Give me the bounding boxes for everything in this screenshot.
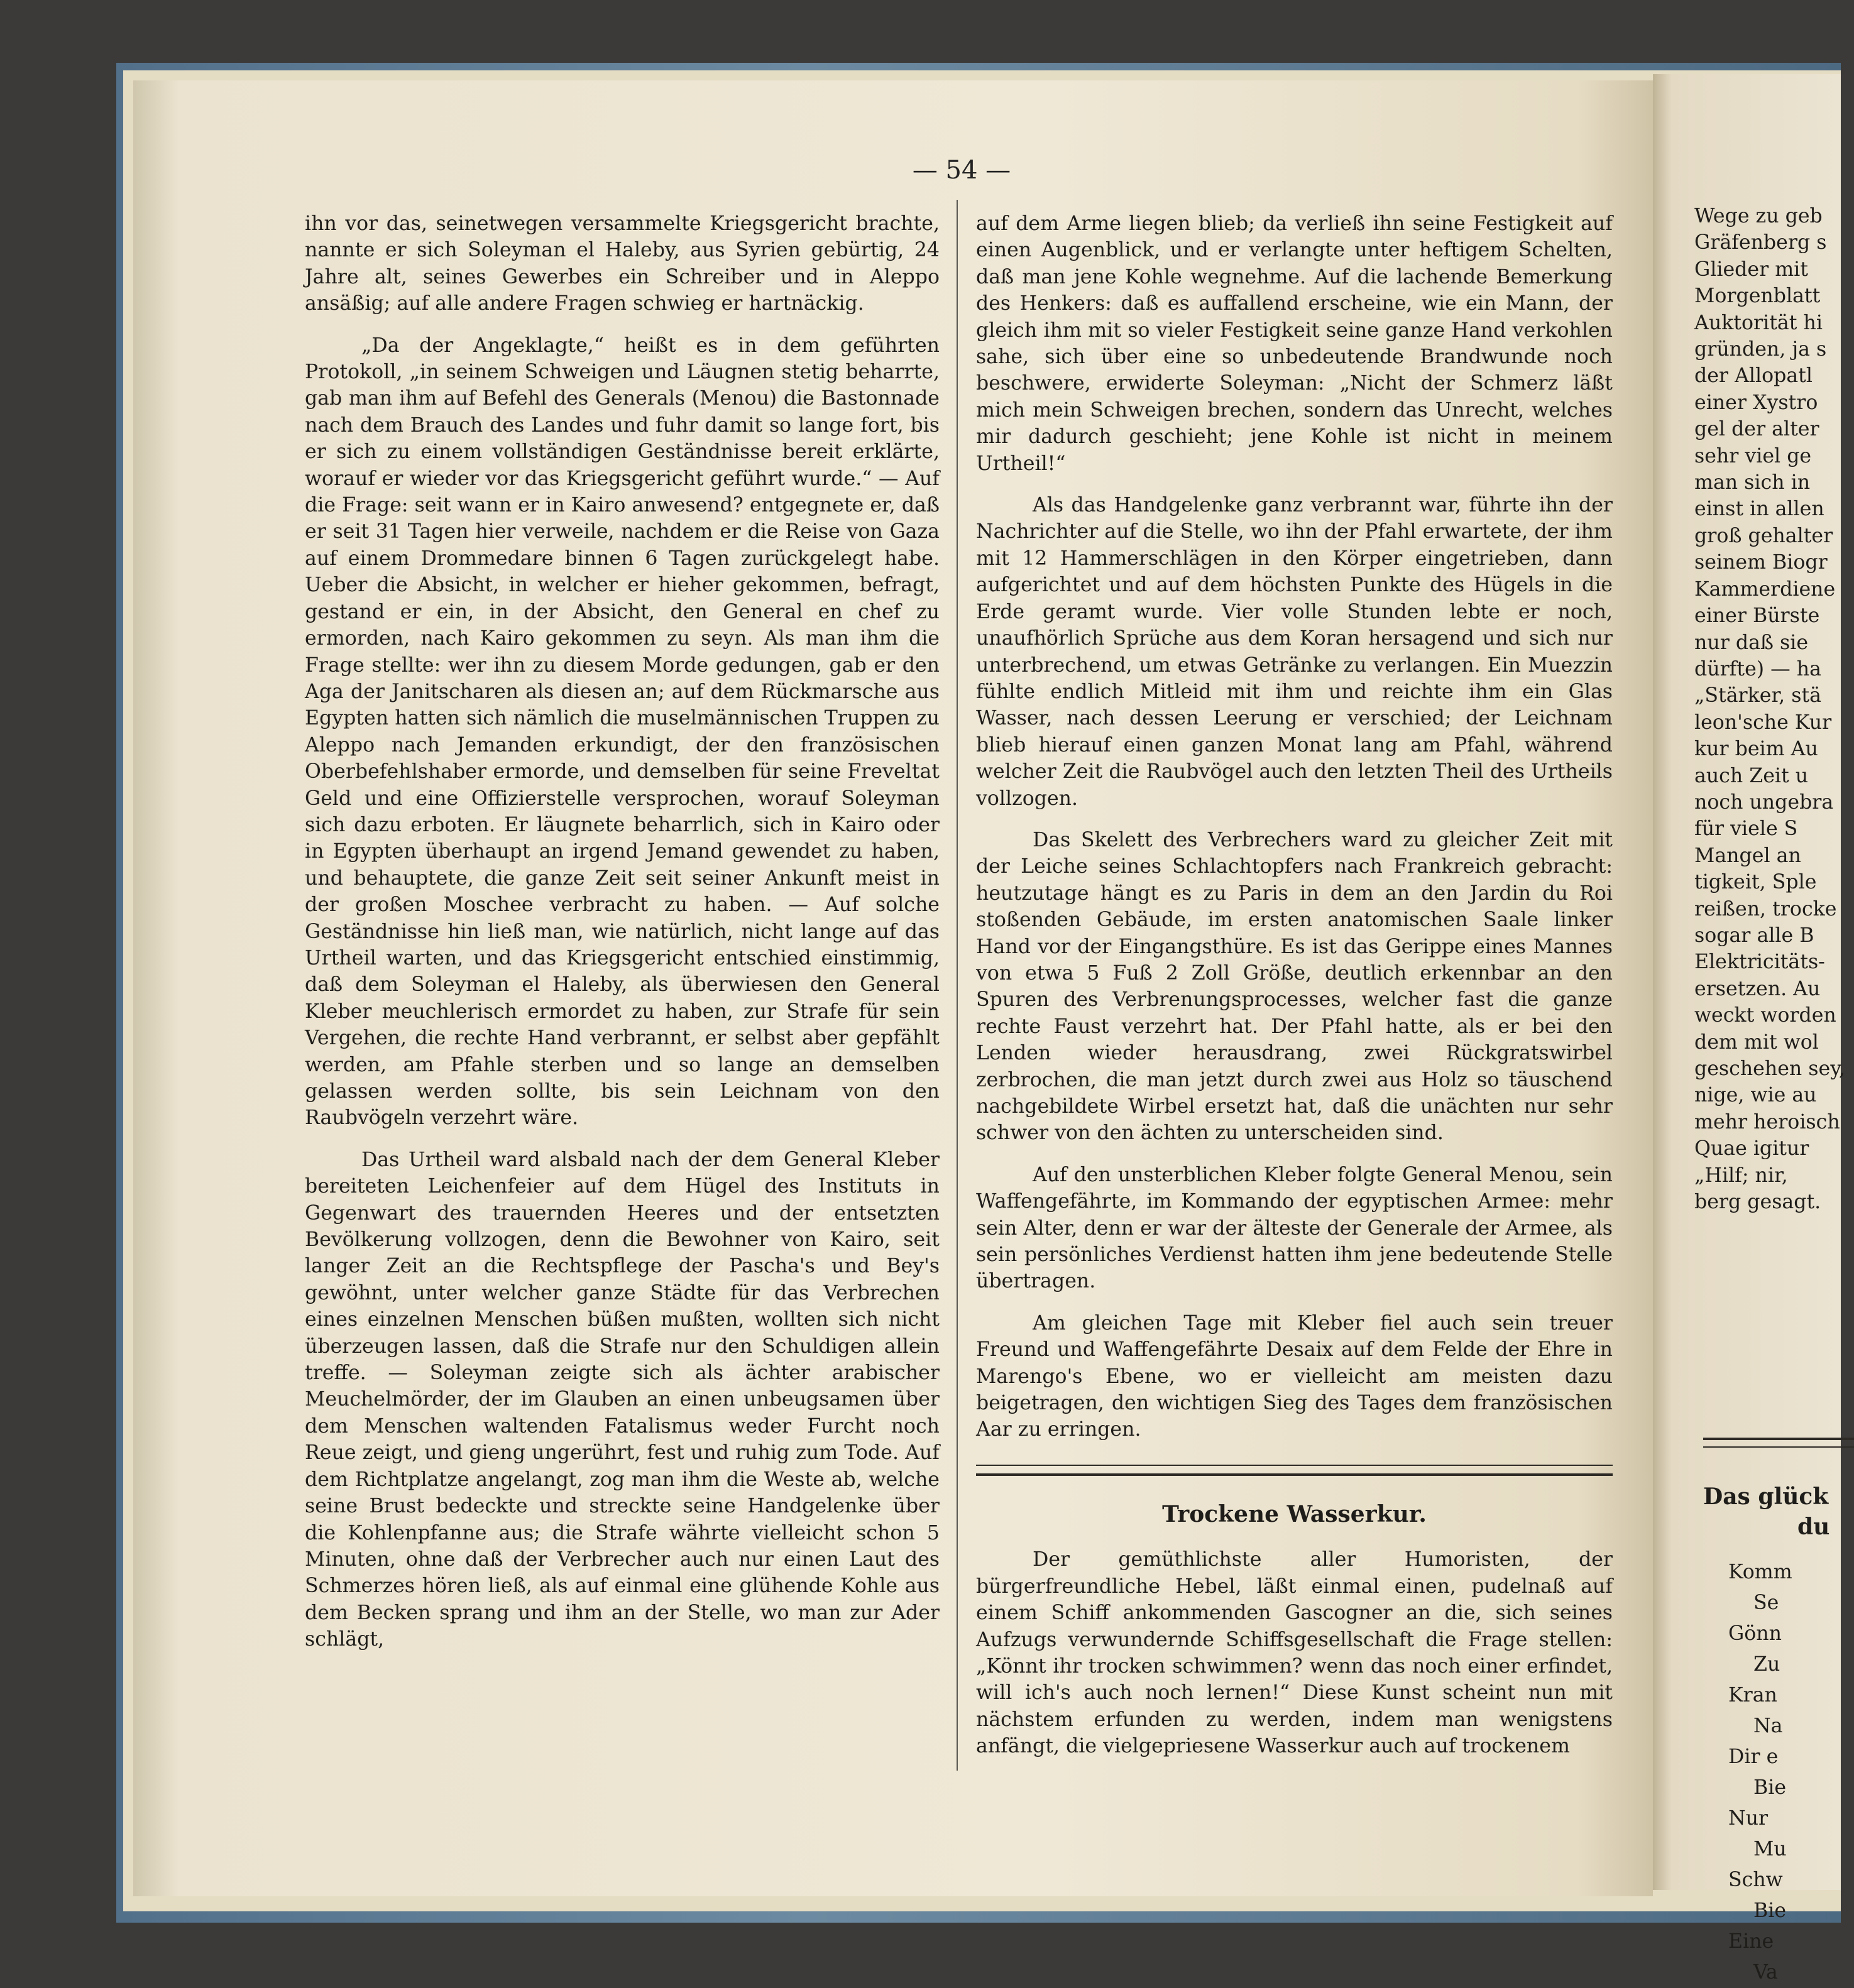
verse-line: Bie (1753, 1899, 1787, 1922)
text-line: dem mit wol (1694, 1030, 1819, 1054)
verse-line: Se (1753, 1592, 1779, 1614)
text-line: „Hilf; nir, (1694, 1164, 1788, 1187)
paragraph: ihn vor das, seinetwegen versammelte Kriegsgericht brachte, nannte er sich Soleyman el Haleby, aus Syrien gebürtig, 24 Jahre alt, seines Gewerbes ein Schreiber und in Aleppo ansäßig; auf alle andere Fragen schwieg er hartnäckig. (305, 212, 940, 315)
text-line: man sich in (1694, 471, 1811, 494)
paragraph: „Da der Angeklagte,“ heißt es in dem geführten Protokoll, „in seinem Schweigen und Läugnen stetig beharrte, gab man ihm auf Befehl des Generals (Menou) die Bastonnade nach dem Brauch des Landes und fuhr damit so lange fort, bis er sich zu einem vollständigen Geständnisse bereit erklärte, worauf er wieder vor das Kriegsgericht geführt wurde.“ — Auf die Frage: seit wann er in Kairo anwesend? entgegnete er, daß er seit 31 Tagen hier verweile, nachdem er die Reise von Gaza auf einem Drommedare binnen 6 Tagen zurückgelegt habe. Ueber die Absicht, in welcher er hieher gekommen, befragt, gestand er ein, in der Absicht, den General en chef zu ermorden, nach Kairo gekommen zu seyn. Als man ihm die Frage stellte: wer ihn zu diesem Morde gedungen, gab er den Aga der Janitscharen als diesen an; auf dem Rückmarsche aus Egypten hatten sich nämlich die muselmännischen Truppen zu Aleppo nach Jemanden erkundigt, der den französischen Oberbefehlshaber ermorde, und demselben für seine Freveltat Geld und eine Offizierstelle versprochen, worauf Soleyman sich dazu erboten. Er läugnete beharrlich, sich in Kairo oder in Egypten überhaupt an irgend Jemand gewendet zu haben, und behauptete, die ganze Zeit seit seiner Ankunft meist in der großen Moschee verbracht zu haben. — Auf solche Geständnisse hin ließ man, wie natürlich, nicht lange auf das Urtheil warten, und das Kriegsgericht entschied einstimmig, daß dem Soleyman el Haleby, als überwiesen den General Kleber meuchlerisch ermordet zu haben, zur Strafe für sein Vergehen, die rechte Hand verbrannt, er selbst aber gepfählt werden, am Pfahle sterben und so lange an demselben gelassen werden sollte, bis sein Leichnam von den Raubvögeln verzehrt wäre. (305, 334, 940, 1130)
verse-line: Eine (1728, 1930, 1774, 1953)
verse-line: Zu (1753, 1653, 1780, 1676)
section-paragraph: Der gemüthlichste aller Humoristen, der bürgerfreundliche Hebel, läßt einmal einen, pudelnaß auf einem Schiff ankommenden Gascogner an die, sich seines Aufzugs verwundernde Schiffsgesellschaft die Frage stellen: „Könnt ihr trocken schwimmen? wenn das noch einer erfindet, will ich's auch noch lernen!“ Diese Kunst scheint nun mit nächstem erfunden zu werden, indem man wenigstens anfängt, die vielgepriesene Wasserkur auch auf trockenem (976, 1548, 1613, 1758)
left-column (305, 210, 940, 1653)
verse-line: Mu (1753, 1838, 1787, 1860)
section-rule (976, 1465, 1613, 1476)
text-line: dürfte) — ha (1694, 657, 1821, 680)
text-line: Auktorität hi (1694, 311, 1823, 334)
text-line: berg gesagt. (1694, 1191, 1821, 1214)
next-page-heading (1703, 1482, 1829, 1542)
text-line: Wege zu geb (1694, 205, 1823, 227)
text-line: nige, wie au (1694, 1084, 1817, 1107)
next-page-rule (1703, 1438, 1854, 1448)
section-heading: Trockene Wasserkur. (1162, 1500, 1427, 1527)
text-line: für viele S (1694, 817, 1798, 841)
text-line: Quae igitur (1694, 1137, 1809, 1161)
text-line: auch Zeit u (1694, 764, 1809, 787)
text-line: ersetzen. Au (1694, 977, 1821, 1000)
heading-line: du (1797, 1514, 1830, 1540)
text-line: sogar alle B (1694, 924, 1814, 947)
verse-line: Dir e (1728, 1745, 1779, 1768)
text-line: der Allopatl (1694, 364, 1813, 388)
text-line: nur daß sie (1694, 631, 1809, 654)
text-line: Glieder mit (1694, 258, 1808, 281)
next-page-fragment (1653, 74, 1845, 1984)
right-column (976, 210, 1613, 1760)
text-line: gründen, ja s (1694, 338, 1827, 361)
verse-line: Schw (1728, 1869, 1783, 1891)
verse-line: Va (1753, 1961, 1778, 1984)
text-line: Gräfenberg s (1694, 231, 1827, 254)
text-line: einst in allen (1694, 498, 1824, 521)
text-line: mehr heroisch (1694, 1110, 1840, 1133)
verse-line: Gönn (1728, 1622, 1782, 1645)
text-line: groß gehalter (1694, 524, 1833, 547)
text-line: seinem Biogr (1694, 551, 1828, 574)
text-line: gel der alter (1694, 418, 1819, 441)
text-line: einer Bürste (1694, 604, 1820, 628)
paragraph: Das Urtheil ward alsbald nach der dem General Kleber bereiteten Leichenfeier auf dem Hügel des Instituts in Gegenwart des trauernden Heeres und der entsetzten Bevölkerung vollzogen, denn die Bewohner von Kairo, seit langer Zeit an die Rechtspflege der Pascha's und Bey's gewöhnt, unter welcher ganze Städte für das Verbrechen eines einzelnen Menschen büßen mußten, wollten sich nicht überzeugen lassen, daß die Strafe nur den Schuldigen allein treffe. — Soleyman zeigte sich als ächter arabischer Meuchelmörder, der im Glauben an einen unbeugsamen über dem Menschen waltenden Fatalismus weder Furcht noch Reue zeigt, und gieng ungerührt, fest und ruhig zum Tode. Auf dem Richtplatze angelangt, zog man ihm die Weste ab, welche seine Brust bedeckte und streckte seine Handgelenke über die Kohlenpfanne aus; die Strafe währte vielleicht schon 5 Minuten, ohne daß der Verbrecher auch nur einen Laut des Schmerzes hören ließ, als auf einmal eine glühende Kohle aus dem Becken sprang und ihm an der Stelle, wo man zur Ader schlägt, (305, 1148, 940, 1651)
paragraph: Am gleichen Tage mit Kleber fiel auch sein treuer Freund und Waffengefährte Desaix auf dem Felde der Ehre in Marengo's Ebene, wo er vielleicht am meisten dazu beigetragen, den wichtigen Sieg des Tages dem französischen Aar zu erringen. (976, 1311, 1613, 1441)
text-line: „Stärker, stä (1694, 684, 1821, 707)
text-line: Mangel an (1694, 844, 1801, 867)
next-page-column (1694, 203, 1845, 1215)
right-column-paragraphs (976, 210, 1613, 1443)
verse-line: Na (1753, 1715, 1783, 1737)
verse-line: Bie (1753, 1776, 1787, 1799)
next-page-verse (1728, 1557, 1792, 1988)
text-line: Kammerdiene (1694, 577, 1836, 601)
text-line: Morgenblatt (1694, 285, 1821, 308)
text-line: reißen, trocke (1694, 897, 1837, 920)
text-line: einer Xystro (1694, 391, 1818, 414)
verse-line: Komm (1728, 1561, 1792, 1583)
text-line: sehr viel ge (1694, 444, 1812, 467)
text-line: noch ungebra (1694, 790, 1834, 814)
heading-line: Das glück (1703, 1483, 1829, 1510)
verse-line: Kran (1728, 1684, 1777, 1707)
page-number: — 54 — (912, 156, 1011, 185)
paragraph: auf dem Arme liegen blieb; da verließ ihn seine Festigkeit auf einen Augenblick, und er verlangte unter heftigem Schelten, daß man jene Kohle wegnehme. Auf die lachende Bemerkung des Henkers: daß es auffallend erscheine, wie ein Mann, der gleich ihm mit so vieler Festigkeit seine ganze Hand verkohlen sahe, sich über eine so unbedeutende Brandwunde noch beschwere, erwiderte Soleyman: „Nicht der Schmerz läßt mich mein Schweigen brechen, sondern das Unrecht, welches mir dadurch geschieht; jene Kohle ist nicht in meinem Urtheil!“ (976, 212, 1613, 475)
text-line: leon'sche Kur (1694, 711, 1832, 734)
text-line: weckt worden (1694, 1004, 1836, 1027)
verse-line: Nur (1728, 1807, 1769, 1830)
text-line: kur beim Au (1694, 738, 1818, 761)
text-line: tigkeit, Sple (1694, 871, 1817, 894)
paragraph: Das Skelett des Verbrechers ward zu gleicher Zeit mit der Leiche seines Schlachtopfers nach Frankreich gebracht: heutzutage hängt es zu Paris in dem an den Jardin du Roi stoßenden Gebäude, im ersten anatomischen Saale linker Hand vor der Eingangsthüre. Es ist das Gerippe eines Mannes von etwa 5 Fuß 2 Zoll Größe, deutlich erkennbar an den Spuren des Verbrenungsprocesses, welcher fast die ganze rechte Faust verzehrt hat. Der Pfahl hatte, als er bei den Lenden wieder herausdrang, zwei Rückgratswirbel zerbrochen, die man jetzt durch zwei aus Holz so täuschend nachgebildete Wirbel ersetzt hat, daß die unächten nur sehr schwer von den ächten zu unterscheiden sind. (976, 828, 1613, 1145)
text-line: geschehen sey, (1694, 1057, 1845, 1080)
text-line: Elektricitäts- (1694, 951, 1825, 974)
column-divider (957, 200, 958, 1771)
paragraph: Auf den unsterblichen Kleber folgte General Menou, sein Waffengefährte, im Kommando der egyptischen Armee: mehr sein Alter, denn er war der älteste der Generale der Armee, als sein persönliches Verdienst hatten ihm jene bedeutende Stelle übertragen. (976, 1163, 1613, 1293)
paragraph: Als das Handgelenke ganz verbrannt war, führte ihn der Nachrichter auf die Stelle, wo ihn der Pfahl erwartete, der ihm mit 12 Hammerschlägen in den Körper eingetrieben, dann aufgerichtet und auf dem höchsten Punkte des Hügels in die Erde geramt wurde. Vier volle Stunden lebte er noch, unaufhörlich Sprüche aus dem Koran hersagend und sich nur unterbrechend, um etwas Getränke zu verlangen. Ein Muezzin fühlte endlich Mitleid mit ihm und reichte ihm ein Glas Wasser, nach dessen Leerung er verschied; der Leichnam blieb hierauf einen ganzen Monat lang am Pfahl, während welcher Zeit die Raubvögel auch den letzten Theil des Urtheils vollzogen. (976, 494, 1613, 810)
